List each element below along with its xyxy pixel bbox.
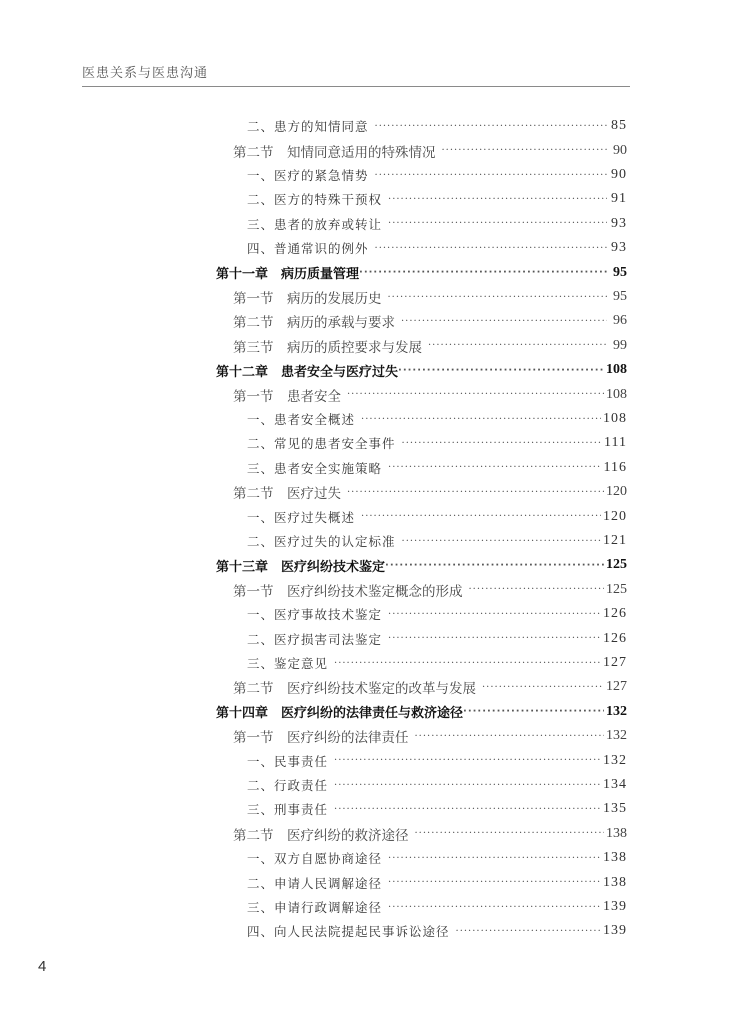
running-head-title: 医患关系与医患沟通 [82, 66, 209, 81]
toc-entry-item [247, 212, 627, 237]
toc-entry-page: 93 [611, 240, 627, 256]
toc-entry-page: 139 [603, 923, 627, 939]
toc-entry-section [233, 578, 627, 603]
toc-entry-title: 第十四章 医疗纠纷的法律责任与救济途径 [216, 706, 464, 722]
toc-entry-page: 108 [603, 411, 627, 427]
toc-entry-title: 第二节 病历的承载与要求 [233, 315, 395, 332]
toc-entry-title: 第一节 医疗纠纷技术鉴定概念的形成 [233, 583, 463, 600]
toc-leader-dots [347, 487, 604, 498]
toc-entry-page: 95 [613, 264, 627, 280]
toc-entry-page: 127 [603, 655, 627, 671]
toc-entry-title: 二、医疗损害司法鉴定 [247, 631, 383, 647]
toc-entry-title: 一、双方自愿协商途径 [247, 851, 383, 867]
toc-entry-page: 99 [613, 337, 627, 353]
toc-leader-dots [388, 877, 601, 888]
toc-entry-title: 一、医疗过失概述 [247, 509, 356, 525]
toc-entry-title: 第二节 医疗纠纷技术鉴定的改革与发展 [233, 681, 476, 698]
toc-leader-dots [388, 292, 608, 303]
toc-entry-title: 四、普通常识的例外 [247, 241, 369, 257]
toc-entry-page: 132 [606, 703, 627, 719]
toc-entry-title: 第三节 病历的质控要求与发展 [233, 339, 422, 356]
toc-entry-item [247, 870, 627, 895]
toc-entry-title: 第二节 医疗过失 [233, 486, 341, 503]
toc-entry-title: 三、患者安全实施策略 [247, 460, 383, 476]
toc-entry-title: 二、医方的特殊干预权 [247, 192, 383, 208]
toc-entry-item [247, 163, 627, 188]
toc-entry-section [233, 334, 627, 359]
toc-leader-dots [375, 170, 607, 181]
toc-entry-page: 138 [603, 874, 627, 890]
toc-entry-item [247, 529, 627, 554]
toc-entry-chapter [216, 553, 627, 578]
toc-entry-page: 116 [603, 459, 627, 475]
toc-entry-item [247, 456, 627, 481]
toc-entry-title: 二、申请人民调解途径 [247, 875, 383, 891]
toc-entry-item [247, 602, 627, 627]
toc-entry-page: 108 [606, 362, 627, 378]
toc-leader-dots [415, 828, 605, 839]
toc-entry-chapter [216, 700, 627, 725]
toc-leader-dots [456, 926, 601, 937]
toc-entry-page: 138 [606, 825, 627, 841]
toc-entry-page: 90 [613, 142, 627, 158]
toc-leader-dots [388, 853, 601, 864]
toc-entry-page: 125 [606, 557, 627, 573]
toc-entry-title: 第二节 知情同意适用的特殊情况 [233, 144, 436, 161]
toc-entry-title: 三、刑事责任 [247, 802, 329, 818]
toc-entry-item [247, 651, 627, 676]
toc-entry-page: 126 [603, 630, 627, 646]
toc-entry-item [247, 626, 627, 651]
toc-entry-section [233, 822, 627, 847]
toc-entry-item [247, 748, 627, 773]
toc-entry-title: 三、申请行政调解途径 [247, 900, 383, 916]
toc-leader-dots [385, 560, 604, 571]
toc-leader-dots [388, 633, 601, 644]
toc-entry-item [247, 431, 627, 456]
toc-entry-page: 108 [606, 386, 627, 402]
toc-entry-title: 二、行政责任 [247, 778, 329, 794]
toc-entry-page: 95 [613, 289, 627, 305]
toc-leader-dots [388, 218, 607, 229]
toc-leader-dots [388, 902, 601, 913]
toc-entry-title: 一、医疗事故技术鉴定 [247, 607, 383, 623]
toc-entry-page: 126 [603, 606, 627, 622]
toc-entry-chapter [216, 358, 627, 383]
toc-entry-title: 第一节 患者安全 [233, 388, 341, 405]
toc-entry-title: 第一节 病历的发展历史 [233, 291, 382, 308]
toc-entry-page: 93 [611, 215, 627, 231]
toc-leader-dots [361, 511, 601, 522]
header-rule [82, 86, 630, 87]
toc-leader-dots [334, 780, 601, 791]
toc-entry-section [233, 285, 627, 310]
toc-leader-dots [361, 414, 601, 425]
toc-entry-page: 120 [603, 508, 627, 524]
toc-leader-dots [334, 804, 601, 815]
toc-entry-item [247, 797, 627, 822]
toc-entry-section [233, 138, 627, 163]
toc-leader-dots [388, 194, 607, 205]
toc-entry-section [233, 480, 627, 505]
toc-leader-dots [388, 462, 602, 473]
toc-leader-dots [334, 658, 601, 669]
toc-entry-section [233, 382, 627, 407]
toc-leader-dots [401, 316, 607, 327]
toc-entry-page: 132 [606, 728, 627, 744]
toc-entry-item [247, 236, 627, 261]
toc-entry-item [247, 187, 627, 212]
toc-entry-title: 第二节 医疗纠纷的救济途径 [233, 827, 409, 844]
toc-entry-item [247, 773, 627, 798]
toc-entry-title: 二、常见的患者安全事件 [247, 436, 396, 452]
toc-entry-section [233, 309, 627, 334]
toc-entry-title: 第十一章 病历质量管理 [216, 267, 360, 283]
toc-entry-item [247, 407, 627, 432]
toc-entry-page: 85 [611, 118, 627, 134]
toc-entry-page: 135 [603, 801, 627, 817]
toc-leader-dots [428, 340, 607, 351]
toc-entry-section [233, 675, 627, 700]
toc-entry-page: 138 [603, 850, 627, 866]
toc-entry-page: 125 [606, 581, 627, 597]
toc-entry-page: 139 [603, 899, 627, 915]
toc-entry-item [247, 919, 627, 944]
toc-entry-page: 121 [603, 533, 627, 549]
toc-entry-title: 第十三章 医疗纠纷技术鉴定 [216, 559, 386, 575]
toc-leader-dots [375, 243, 607, 254]
toc-entry-page: 127 [606, 679, 627, 695]
toc-entry-page: 120 [606, 484, 627, 500]
toc-entry-title: 一、患者安全概述 [247, 412, 356, 428]
toc-leader-dots [334, 755, 601, 766]
toc-entry-title: 二、医疗过失的认定标准 [247, 534, 396, 550]
toc-leader-dots [359, 267, 607, 278]
toc-entry-title: 一、民事责任 [247, 753, 329, 769]
toc-entry-item [247, 895, 627, 920]
toc-entry-title: 第一节 医疗纠纷的法律责任 [233, 730, 409, 747]
toc-entry-item [247, 846, 627, 871]
toc-entry-title: 第十二章 患者安全与医疗过失 [216, 364, 399, 380]
toc-leader-dots [415, 731, 605, 742]
toc-entry-title: 三、鉴定意见 [247, 656, 329, 672]
page-number: 4 [38, 958, 47, 975]
toc-leader-dots [482, 682, 604, 693]
toc-entry-chapter [216, 260, 627, 285]
toc-entry-page: 91 [611, 191, 627, 207]
toc-leader-dots [375, 121, 607, 132]
toc-leader-dots [347, 389, 604, 400]
toc-entry-page: 111 [604, 435, 627, 451]
toc-leader-dots [388, 609, 601, 620]
toc-entry-title: 一、医疗的紧急情势 [247, 168, 369, 184]
toc-entry-page: 132 [603, 752, 627, 768]
toc-entry-title: 四、向人民法院提起民事诉讼途径 [247, 924, 450, 940]
toc-entry-page: 90 [611, 167, 627, 183]
toc-entry-item [247, 114, 627, 139]
toc-entry-page: 134 [603, 777, 627, 793]
toc-entry-page: 96 [613, 313, 627, 329]
toc-leader-dots [402, 536, 601, 547]
toc-leader-dots [402, 438, 603, 449]
toc-leader-dots [442, 145, 608, 156]
toc-leader-dots [398, 365, 604, 376]
toc-entry-section [233, 724, 627, 749]
toc-entry-title: 三、患者的放弃或转让 [247, 216, 383, 232]
toc-leader-dots [463, 706, 604, 717]
toc-entry-title: 二、患方的知情同意 [247, 119, 369, 135]
toc-entry-item [247, 504, 627, 529]
toc-leader-dots [469, 584, 605, 595]
